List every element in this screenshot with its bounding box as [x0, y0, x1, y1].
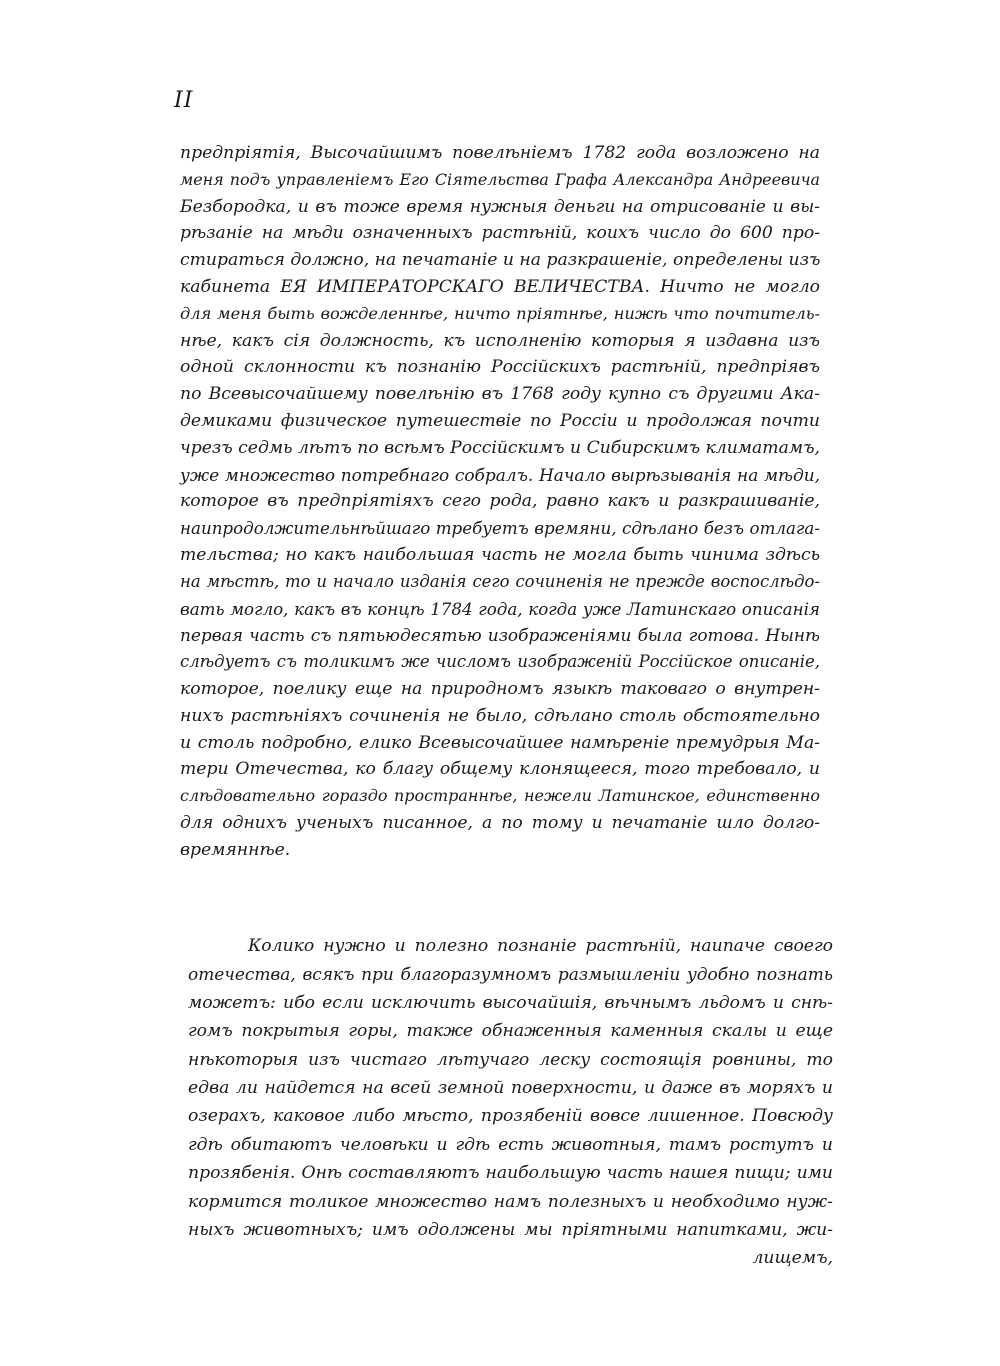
- text-line: наипродолжительнѣйшаго требуетъ времяни, сдѣлано безъ отлага-: [180, 518, 820, 539]
- text-line: нѣкоторыя изъ чистаго лѣтучаго леску состоящія ровнины, то: [188, 1049, 833, 1070]
- text-line: Колико нужно и полезно познаніе растѣній, наипаче своего: [248, 936, 833, 956]
- text-line: слѣдовательно гораздо пространнѣе, нежели Латинское, единственно: [180, 786, 820, 806]
- text-line: которое въ предпріятіяхъ сего рода, равно какъ и разкрашиваніе,: [180, 491, 820, 512]
- text-line: ныхъ животныхъ; имъ одолжены мы пріятными напитками, жи-: [188, 1219, 833, 1240]
- text-line: стираться должно, на печатаніе и на разкрашеніе, определены изъ: [180, 250, 821, 271]
- paragraph-1: [180, 140, 820, 864]
- text-line: для однихъ ученыхъ писанное, а по тому и печатаніе шло долго-: [180, 812, 820, 833]
- text-line: вать могло, какъ въ концѣ 1784 года, когда уже Латинскаго описанія: [180, 598, 820, 619]
- text-line: уже множество потребнаго собралъ. Начало вырѣзыванія на мѣди,: [180, 464, 820, 485]
- text-line: едва ли найдется на всей земной поверхности, и даже въ моряхъ и: [188, 1077, 833, 1098]
- paragraph-2: [188, 932, 833, 1273]
- text-line: можетъ: ибо если исключить высочайшія, вѣчнымъ льдомъ и снѣ-: [188, 992, 833, 1013]
- text-line: кабинета ЕЯ ИМПЕРАТОРСКАГО ВЕЛИЧЕСТВА. Ничто не могло: [180, 276, 820, 297]
- text-line: озерахъ, каковое либо мѣсто, прозябеній вовсе лишенное. Повсюду: [188, 1106, 833, 1127]
- text-line: гомъ покрытыя горы, также обнаженныя каменныя скалы и еще: [188, 1021, 833, 1042]
- text-line: одной склонности къ познанію Россійскихъ растѣній, предпріявъ: [180, 357, 820, 378]
- text-line: тельства; но какъ наибольшая часть не могла быть чинима здѣсь: [180, 544, 820, 565]
- text-line: и столь подробно, елико Всевысочайшее намѣреніе премудрыя Ма-: [180, 732, 820, 753]
- text-line: чрезъ седмь лѣтъ по всѣмъ Россійскимъ и Сибирскимъ климатамъ,: [180, 437, 820, 458]
- text-line: меня подъ управленіемъ Его Сіятельства Графа Александра Андреевича: [180, 169, 820, 189]
- text-line: нихъ растѣніяхъ сочиненія не было, сдѣлано столь обстоятельно: [180, 705, 820, 726]
- text-line: которое, поелику еще на природномъ языкѣ таковаго о внутрен-: [180, 678, 820, 699]
- catchword: лищемъ,: [752, 1248, 833, 1269]
- text-line: предпріятія, Высочайшимъ повелѣніемъ 1782 года возложено на: [180, 143, 820, 163]
- text-line: нѣе, какъ сія должность, къ исполненію которыя я издавна изъ: [180, 330, 820, 351]
- text-line: Безбородка, и въ тоже время нужныя деньги на отрисованіе и вы-: [180, 196, 820, 217]
- text-line: первая часть съ пятьюдесятью изображеніями была готова. Нынѣ: [180, 625, 820, 646]
- text-line: на мѣстѣ, то и начало изданія сего сочиненія не прежде воспослѣдо-: [180, 571, 820, 591]
- text-line: гдѣ обитаютъ человѣки и гдѣ есть животныя, тамъ ростутъ и: [188, 1134, 833, 1155]
- text-line: слѣдуетъ съ толикимъ же числомъ изображеній Россійское описаніе,: [180, 652, 820, 672]
- text-line: рѣзаніе на мѣди означенныхъ растѣній, коихъ число до 600 про-: [180, 223, 820, 244]
- text-line: времяннѣе.: [180, 839, 291, 860]
- text-line: отечества, всякъ при благоразумномъ размышленіи удобно познать: [188, 964, 833, 985]
- page-number: II: [174, 88, 194, 113]
- text-line: тери Отечества, ко благу общему клонящееся, того требовало, и: [180, 759, 820, 780]
- text-line: по Всевысочайшему повелѣнію въ 1768 году купно съ другими Ака-: [180, 384, 820, 405]
- text-line: прозябенія. Онѣ составляютъ наибольшую часть нашея пищи; ими: [188, 1163, 833, 1184]
- text-line: для меня быть вожделеннѣе, ничто пріятнѣе, нижѣ что почтитель-: [180, 303, 820, 323]
- text-line: демиками физическое путешествіе по Россіи и продолжая почти: [180, 410, 820, 431]
- text-line: кормится толикое множество намъ полезныхъ и необходимо нуж-: [188, 1191, 833, 1212]
